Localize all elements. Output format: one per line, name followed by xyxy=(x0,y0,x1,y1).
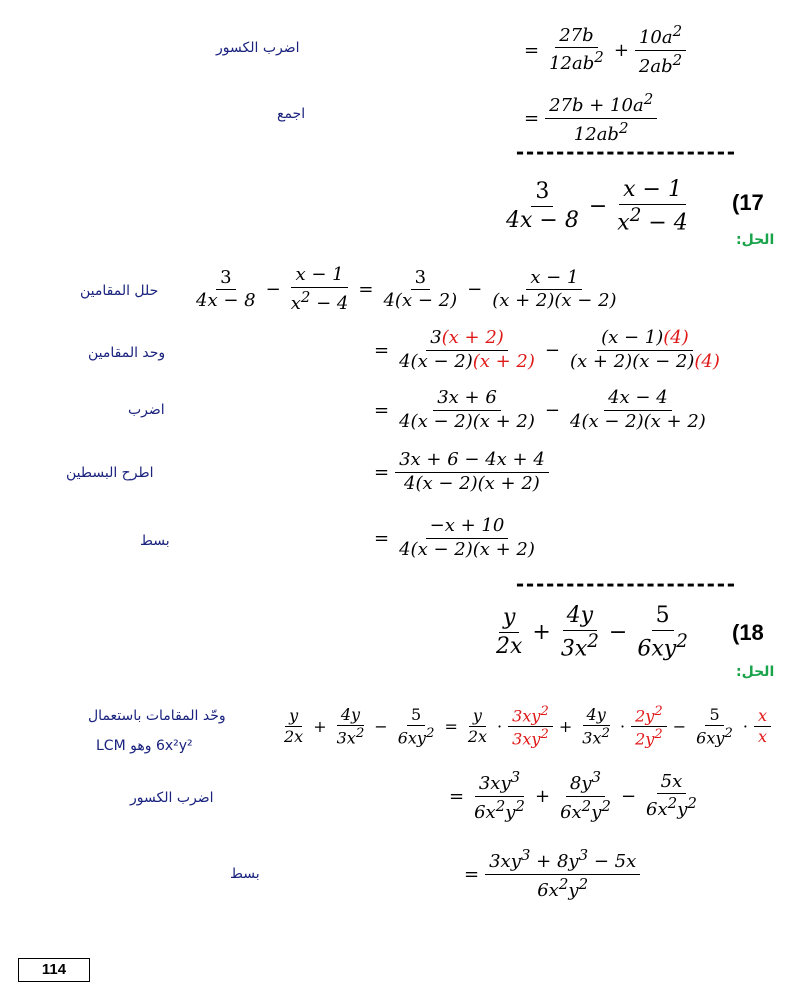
step-label-multiply: اضرب xyxy=(128,402,165,418)
step-label-unify-lcm-1: وحّد المقامات باستعمال xyxy=(88,708,226,724)
expr-18-2: = $\frac{3xy^3}{6x^2y^2}$ + $\frac{8y^3}{6x^2y^2}$ − $\frac{5x}{6x^2y^2}$ xyxy=(449,768,697,823)
expr-17-3: = $\frac{3x + 6}{4(x - 2)(x + 2)}$ − $\frac{4x - 4}{4(x - 2)(x + 2)}$ xyxy=(374,387,706,432)
step-label-add: اجمع xyxy=(277,106,306,122)
expr-top-1: = $\frac{27b}{12ab^2}$ + $\frac{10a^2}{2ab^2}$ xyxy=(520,22,688,78)
separator-2: ---------------------- xyxy=(514,572,735,596)
step-label-simplify-17: بسط xyxy=(140,533,170,549)
step-label-multiply-fractions-18: اضرب الكسور xyxy=(130,790,214,806)
step-label-unify-lcm-2: 6x²y² وهو LCM xyxy=(96,738,193,754)
solution-label-17: الحل: xyxy=(736,232,775,248)
expr-18-3: = $\frac{3xy^3 + 8y^3 - 5x}{6x^2y^2}$ xyxy=(460,846,642,902)
expr-17-4: = $\frac{3x + 6 - 4x + 4}{4(x - 2)(x + 2)}$ xyxy=(370,449,551,495)
problem-18-number: (18 xyxy=(732,620,764,645)
expr-17-1: $\frac{3}{4x - 8}$ − $\frac{x - 1}{x^2 - 4}$ = $\frac{3}{4(x - 2)}$ − $\frac{x - 1}{(x + 2)(x - 2)}$ xyxy=(196,264,617,314)
step-label-simplify-18: بسط xyxy=(230,866,260,882)
expr-top-2: = $\frac{27b + 10a^2}{12ab^2}$ xyxy=(520,90,659,146)
page-number: 114 xyxy=(18,958,90,982)
step-label-unify: وحد المقامين xyxy=(88,345,166,361)
step-label-multiply-fractions: اضرب الكسور xyxy=(216,40,300,56)
separator-1: ---------------------- xyxy=(514,140,735,164)
step-label-factor: حلل المقامين xyxy=(80,283,159,299)
step-label-subtract: اطرح البسطين xyxy=(66,465,154,481)
expr-17-5: = $\frac{-x + 10}{4(x - 2)(x + 2)}$ xyxy=(374,515,535,560)
problem-18-expression: $\frac{y}{2x}$ + $\frac{4y}{3x^2}$ − $\frac{5}{6xy^2}$ xyxy=(496,603,688,661)
problem-17-expression: $\frac{3}{4x - 8}$ − $\frac{x - 1}{x^2 - 4}$ xyxy=(506,177,688,235)
expr-18-1: $\frac{y}{2x}$ + $\frac{4y}{3x^2}$ − $\frac{5}{6xy^2}$ = $\frac{y}{2x}$ · $\frac{3xy^2}{3xy^2}$ + $\frac{4y}{3x^2}$ · $\frac{2y^2}{2y^2}$ − $\frac{5}{6xy^2}$ · $\frac{x}{x}$ xyxy=(278,704,773,750)
solution-label-18: الحل: xyxy=(736,664,775,680)
expr-17-2: = $\frac{3(x + 2)}{4(x - 2)(x + 2)}$ − $\frac{(x - 1)(4)}{(x + 2)(x - 2)(4)}$ xyxy=(374,327,720,372)
problem-17-number: (17 xyxy=(732,190,764,215)
